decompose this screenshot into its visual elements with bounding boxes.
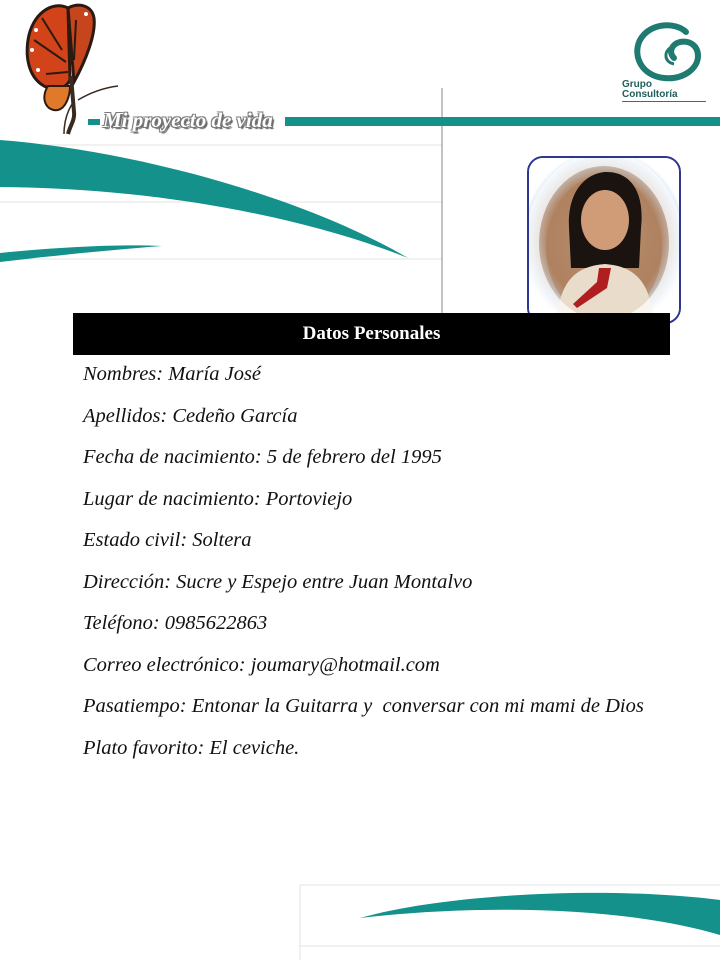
field-fecha-nacimiento: Fecha de nacimiento: 5 de febrero del 1995 [83, 446, 442, 468]
logo-line1: Grupo [622, 79, 652, 90]
field-direccion: Dirección: Sucre y Espejo entre Juan Montalvo [83, 570, 473, 593]
field-pasatiempo: Pasatiempo: Entonar la Guitarra y conversar con mi mami de Dios [83, 695, 644, 717]
teal-swoosh-large [0, 140, 408, 258]
field-nombres: Nombres: María José [83, 363, 262, 385]
swirl-logo-icon [632, 22, 704, 82]
field-plato-favorito: Plato favorito: El ceviche. [83, 736, 300, 759]
teal-swoosh-bottom [360, 893, 720, 935]
field-telefono: Teléfono: 0985622863 [83, 612, 268, 634]
teal-swoosh-small [0, 245, 162, 262]
field-apellidos: Apellidos: Cedeño García [83, 404, 298, 427]
profile-photo [529, 158, 679, 322]
field-lugar-nacimiento: Lugar de nacimiento: Portoviejo [83, 487, 353, 510]
section-header [73, 313, 670, 355]
profile-photo-frame [527, 156, 681, 324]
logo-underline [622, 101, 706, 102]
field-correo: Correo electrónico: joumary@hotmail.com [83, 653, 440, 676]
field-estado-civil: Estado civil: Soltera [83, 529, 252, 551]
logo-line2: Consultoría [622, 89, 678, 100]
personal-data-list [83, 362, 673, 777]
section-title: Datos Personales [302, 323, 441, 344]
title-bar-right [285, 117, 720, 126]
logo-text [622, 80, 678, 100]
page-title: Mi proyecto de vida [103, 108, 273, 132]
